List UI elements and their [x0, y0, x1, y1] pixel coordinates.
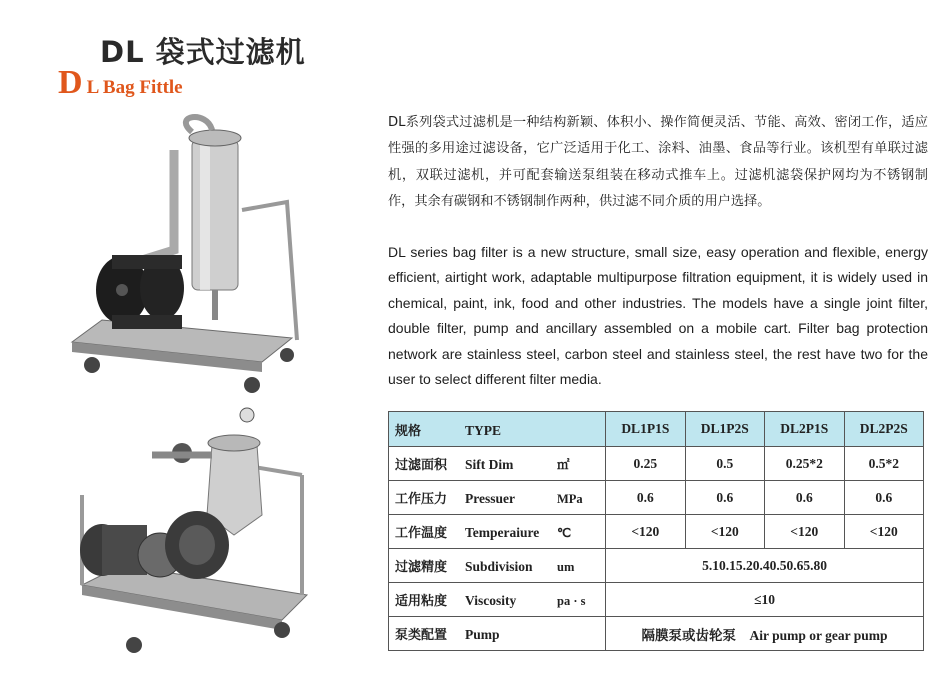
row-label-en: Pressuer: [465, 491, 515, 506]
table-cell-merged: ≤10: [606, 583, 924, 617]
table-cell: 0.25*2: [765, 447, 844, 481]
page-title-cn: DL 袋式过滤机: [100, 35, 306, 69]
table-row: [389, 481, 924, 515]
table-cell: 0.25: [606, 447, 685, 481]
row-unit: ㎡: [557, 458, 570, 472]
table-row: [389, 447, 924, 481]
table-row: [389, 617, 924, 651]
row-label-en: Temperaiure: [465, 525, 540, 540]
header-label: [389, 412, 606, 447]
table-cell: 0.6: [765, 481, 844, 515]
row-label: [389, 549, 606, 583]
model-header: DL1P1S: [606, 412, 685, 447]
table-row: [389, 583, 924, 617]
row-label-en: Sift Dim: [465, 457, 514, 472]
table-cell: <120: [844, 515, 924, 549]
table-cell: 0.6: [685, 481, 764, 515]
table-cell-merged: 5.10.15.20.40.50.65.80: [606, 549, 924, 583]
table-cell-merged: 隔膜泵或齿轮泵 Air pump or gear pump: [606, 617, 924, 651]
table-cell: 0.6: [606, 481, 685, 515]
row-label-en: Viscosity: [465, 593, 517, 608]
table-cell: 0.5: [685, 447, 764, 481]
product-photo-gear-pump: [62, 405, 372, 670]
table-row: [389, 549, 924, 583]
row-label-cn: 过滤面积: [395, 458, 448, 473]
row-unit: um: [557, 560, 575, 574]
title-rest: L Bag Fittle: [86, 77, 183, 98]
row-label-cn: 工作温度: [395, 526, 448, 541]
table-cell: <120: [606, 515, 685, 549]
table-cell: 0.6: [844, 481, 924, 515]
row-label: [389, 583, 606, 617]
description-en: DL series bag filter is a new structure, small size, easy operation and flexible, energy efficient, airtight work, adaptable multipurpose filtration equipment, it is widely used in chemical, paint, ink, food and other industries. The models have a single joint filter, double filter, pump and ancillary assembled on a mobile cart. Filter bag protection network are stainless steel, carbon steel and stainless steel, the rest have two for the user to select different filter media.: [388, 244, 928, 388]
table-cell: 0.5*2: [844, 447, 924, 481]
header-label-en: TYPE: [465, 422, 502, 438]
row-label: [389, 481, 606, 515]
row-label-en: Pump: [465, 627, 500, 642]
row-unit: pa · s: [557, 594, 586, 608]
row-unit: MPa: [557, 492, 583, 506]
title-initial: D: [58, 64, 83, 101]
header-label-cn: 规格: [395, 423, 422, 439]
model-header: DL2P1S: [765, 412, 844, 447]
row-label: [389, 447, 606, 481]
row-label-cn: 泵类配置: [395, 628, 448, 643]
row-label-cn: 工作压力: [395, 492, 448, 507]
row-label-cn: 适用粘度: [395, 594, 448, 609]
row-label: [389, 617, 606, 651]
page-title-en: [58, 64, 183, 102]
row-label: [389, 515, 606, 549]
model-header: DL2P2S: [844, 412, 924, 447]
description-cn: DL系列袋式过滤机是一种结构新颖、体积小、操作简便灵活、节能、高效、密闭工作，适应性强的多用途过滤设备，它广泛适用于化工、涂料、油墨、食品等行业。该机型有单联过滤机，双联过滤机，并可配套输送泵组装在移动式推车上。过滤机滤袋保护网均为不锈钢制作，其余有碳钢和不锈钢制作两种，供过滤不同介质的用户选择。: [388, 115, 928, 209]
table-row: [389, 515, 924, 549]
spec-table: [388, 411, 924, 651]
table-cell: <120: [765, 515, 844, 549]
model-header: DL1P2S: [685, 412, 764, 447]
table-cell: <120: [685, 515, 764, 549]
product-photo-diaphragm-pump: [62, 110, 372, 400]
row-unit: ℃: [557, 526, 572, 540]
spec-table-header: [389, 412, 924, 447]
row-label-en: Subdivision: [465, 559, 533, 574]
row-label-cn: 过滤精度: [395, 560, 448, 575]
